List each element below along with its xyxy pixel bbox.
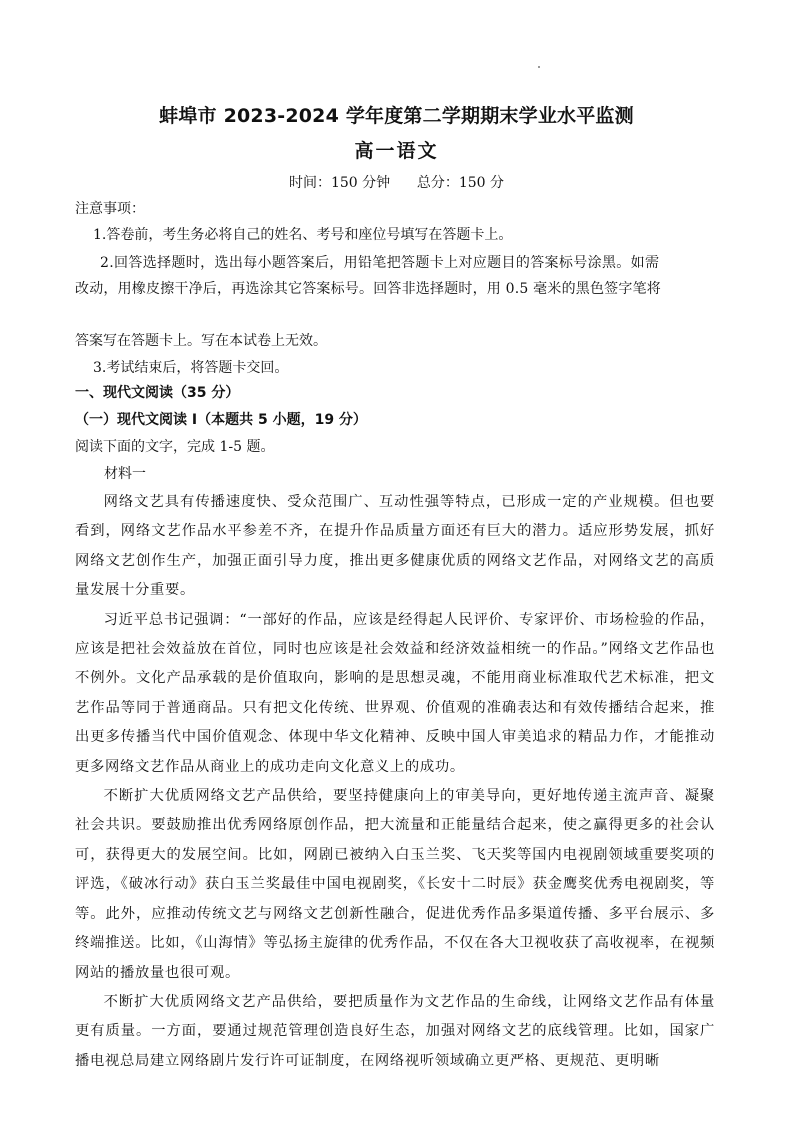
notice-item-1: 1.答卷前，考生务必将自己的姓名、考号和座位号填写在答题卡上。 [93,227,513,243]
section-subheading: （一）现代文阅读 I（本题共 5 小题，19 分） [75,412,367,428]
page-dot-mark [538,66,540,68]
notice-item-3: 3.考试结束后，将答题卡交回。 [93,360,289,376]
notice-item-2-line-1: 2.回答选择题时，选出每小题答案后，用铅笔把答题卡上对应题目的答案标号涂黑。如需 [100,255,660,271]
exam-title: 蚌埠市 2023-2024 学年度第二学期期末学业水平监测 [159,105,634,127]
exam-subject: 高一语文 [354,140,439,162]
notice-heading: 注意事项： [75,201,145,217]
notice-item-2-line-3: 答案写在答题卡上。写在本试卷上无效。 [75,333,327,349]
paragraph: 不断扩大优质网络文艺产品供给，要坚持健康向上的审美导向，更好地传递主流声音、凝聚社会共识。要鼓励推出优秀网络原创作品，把大流量和正能量结合起来，使之赢得更多的社会认可，获得更大的发展空间。比如，网剧已被纳入白玉兰奖、飞天奖等国内电视剧领域重要奖项的评选，《破冰行动》获白玉兰奖最佳中国电视剧奖，《长安十二时辰》获金鹰奖优秀电视剧奖，等等。此外，应推动传统文艺与网络文艺创新性融合，促进优秀作品多渠道传播、多平台展示、多终端推送。比如，《山海情》等弘扬主旋律的优秀作品，不仅在各大卫视收获了高收视率，在视频网站的播放量也很可观。 [75,788,715,981]
exam-time-info: 时间：150 分钟 总分：150 分 [288,175,505,191]
material-body [75,488,715,1076]
paragraph: 不断扩大优质网络文艺产品供给，要把质量作为文艺作品的生命线，让网络文艺作品有体量更有质量。一方面，要通过规范管理创造良好生态，加强对网络文艺的底线管理。比如，国家广播电视总局建立网络剧片发行许可证制度，在网络视听领域确立更严格、更规范、更明晰 [75,993,715,1069]
reading-instruction: 阅读下面的文字，完成 1-5 题。 [75,439,275,455]
notice-item-2-line-2: 改动，用橡皮擦干净后，再选涂其它答案标号。回答非选择题时，用 0.5 毫米的黑色签字笔将 [75,281,661,297]
section-heading: 一、现代文阅读（35 分） [75,385,240,401]
material-label: 材料一 [104,466,146,482]
paragraph: 习近平总书记强调：“一部好的作品，应该是经得起人民评价、专家评价、市场检验的作品，应该是把社会效益放在首位，同时也应该是社会效益和经济效益相统一的作品。”网络文艺作品也不例外。文化产品承载的是价值取向，影响的是思想灵魂，不能用商业标准取代艺术标准，把文艺作品等同于普通商品。只有把文化传统、世界观、价值观的准确表达和有效传播结合起来，推出更多传播当代中国价值观念、体现中华文化精神、反映中国人审美追求的精品力作，才能推动更多网络文艺作品从商业上的成功走向文化意义上的成功。 [75,611,715,775]
paragraph: 网络文艺具有传播速度快、受众范围广、互动性强等特点，已形成一定的产业规模。但也要看到，网络文艺作品水平参差不齐，在提升作品质量方面还有巨大的潜力。适应形势发展，抓好网络文艺创作生产，加强正面引导力度，推出更多健康优质的网络文艺作品，对网络文艺的高质量发展十分重要。 [75,494,715,599]
